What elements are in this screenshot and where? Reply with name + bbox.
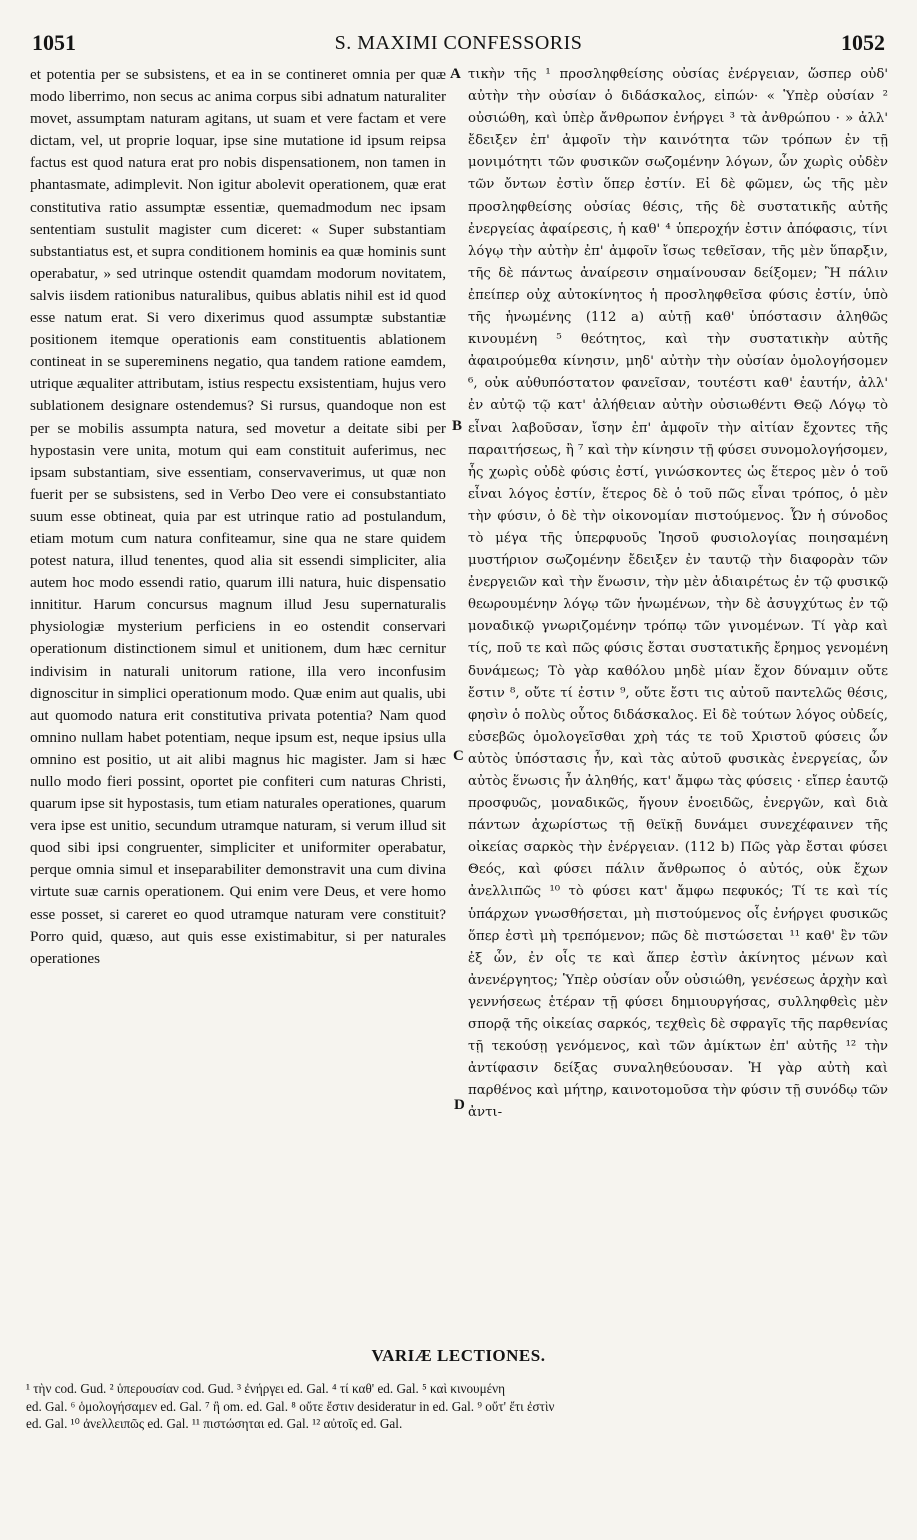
variant-line: ¹ τὴν cod. Gud. ² ὑπερουσίαν cod. Gud. ³ ἐνήργει ed. Gal. ⁴ τί καθ' ed. Gal. ⁵ καὶ κινουμένη (26, 1381, 506, 1396)
margin-letter-b: B (452, 418, 463, 434)
variae-lectiones-heading: VARIÆ LECTIONES. (371, 1346, 546, 1365)
latin-column: et potentia per se subsistens, et ea in se contineret omnia per quæ modo liberrimo, non secus ac anima corpus sibi adnatum naturaliter movet, assumptam naturam agitans, ut suam et vere factam et vere dictam, vel, ut proprie loquar, ipse sine mutatione id ipsum reipsa factus est quod natura erat pro nobis dispensationem, non tamen in phantasmate, adimplevit. Non igitur abolevit operationem, quæ erat constitutiva ratio assumptæ essentiæ, quemadmodum nec ipsam sententiam sustulit magister cum diceret: « Super substantiam substantiatus est, et supra conditionem hominis ea quæ hominis sunt operabatur, » sed utrinque ostendit quamdam modorum novitatem, salvis iisdem rationibus naturalibus, quibus ablatis nihil est id quod esse natum erat. Si vero dixerimus quod assumptæ substantiæ positionem itemque operationis eam constituentis ablationem contineat in se supereminens negatio, qua tandem ratione eamdem, utrique æqualiter attributam, istius respectu exsistentiam, hujus vero sublationem designare ostendemus? Si rursus, quandoque non est per se mobilis assumpta natura, sed movetur a deitate sibi per hypostasin vere unita, motum qui eam constituit auferimus, nec ipsam substantiam, sive essentiam, conservaverimus, ut quæ non fuerit per se subsistens, sed in Verbo Deo vere ei consubstantiato suum esse obtineat, quia par est utrinque ratio ad postulandum, etiam motum cum natura confiteamur, sine qua ne stare quidem potest natura, illud tenentes, quod alia sit essendi simpliciter, alia autem hoc modo essendi ratio, quarum illi natura, huic dispensatio innititur. Harum concursus magnum illud Jesu supernaturalis physiologiæ mysterium perficiens in eo ostendit conservari operationum distinctionem simul et unitionem, dum hæc cernitur indivisim in naturali unitorum ratione, illa vero inconfusim dignoscitur in simplici operationum modo. Quæ enim aut qualis, ubi aut quomodo natura erit constitutiva privata potentia? Nam quod omnino nullam habet potentiam, neque ipsum est, neque ipsius ulla omnino est positio, ut ait alibi magnus hic magister. Jam si hæc nullo modo fieri possint, oportet pie confiteri cum naturas Christi, quarum ipse sit hypostasis, tum etiam naturales operationes, quarum vera ipse est unitio, secundum utramque naturam, si verum illud sit quod sibi ipsi congruenter, simpliciter et uniformiter operabatur, perque omnia simul et inseparabiliter demonstravit una cum divina virtute suæ carnis operationem. Qui enim vere Deus, et vere homo esse posset, si careret eo quod utramque naturam vere constituit? Porro quid, quæso, aut quis esse existimabitur, si per naturales operationes (30, 66, 446, 967)
page-header (30, 30, 887, 62)
running-title: S. MAXIMI CONFESSORIS (334, 32, 583, 54)
greek-column: τικὴν τῆς ¹ προσληφθείσης οὐσίας ἐνέργειαν, ὥσπερ οὐδ' αὐτὴν τὴν οὐσίαν ὁ διδάσκαλος, εἰπών· « Ὑπὲρ οὐσίαν ² οὐσιώθη, καὶ ὑπὲρ ἄνθρωπον ἐνήργει ³ τὰ ἀνθρώπου · » ἀλλ' ἔδειξεν ἐπ' ἀμφοῖν τὴν καινότητα τῶν τρόπων ἐν τῇ μονιμότητι τῶν φυσικῶν σωζομένην λόγων, ὧν χωρὶς οὐδὲν τῶν ὄντων ἐστὶν ὅπερ ἐστίν. Εἰ δὲ φῶμεν, ὡς τῆς μὲν προσληφθείσης οὐσίας θέσις, τῆς δὲ συστατικῆς αὐτῆς ἐνεργείας ἀφαίρεσις, ἡ καθ' ⁴ ὑπεροχήν ἐστιν ἀπόφασις, τίνι λόγῳ τὴν αὐτὴν ἐπ' ἀμφοῖν ἴσως τεθεῖσαν, τῆς μὲν ὕπαρξιν, τῆς δὲ πάντως ἀναίρεσιν σημαίνουσαν δείξομεν; Ἢ πάλιν ἐπείπερ οὐχ αὐτοκίνητος ἡ προσληφθεῖσα φύσις ἐστίν, ὑπὸ τῆς ἡνωμένης (112 a) αὐτῇ καθ' ὑπόστασιν ἀληθῶς κινουμένη ⁵ θεότητος, καὶ τὴν συστατικὴν αὐτῆς ἀφαιρούμεθα κίνησιν, μηδ' αὐτὴν τὴν οὐσίαν ὁμολογήσομεν ⁶, οὐκ αὐθυπόστατον φανεῖσαν, τουτέστι καθ' ἑαυτήν, ἀλλ' ἐν αὐτῷ τῷ κατ' ἀλήθειαν αὐτὴν οὐσιωθέντι Θεῷ Λόγῳ τὸ εἶναι λαβοῦσαν, ἴσην ἐπ' ἀμφοῖν τὴν αἰτίαν ἔχοντες τῆς παραιτήσεως, ἢ ⁷ καὶ τὴν κίνησιν τῇ φύσει συνομολογήσομεν, ἧς χωρὶς οὐδὲ φύσις ἐστί, γινώσκοντες ὡς ἕτερος μὲν ὁ τοῦ εἶναι λόγος ἐστίν, ἕτερος δὲ ὁ τοῦ πῶς εἶναι τρόπος, ὁ μὲν τὴν φύσιν, ὁ δὲ τὴν οἰκονομίαν πιστούμενος. Ὧν ἡ σύνοδος τὸ μέγα τῆς ὑπερφυοῦς Ἰησοῦ φυσιολογίας ποιησαμένη μυστήριον σωζομένην ἔδειξεν ἐν ταυτῷ τὴν διαφορὰν τῶν ἐνεργειῶν καὶ τὴν ἕνωσιν, τὴν μὲν ἀδιαιρέτως ἐν τῷ φυσικῷ θεωρουμένην λόγῳ τῶν ἡνωμένων, τὴν δὲ ἀσυγχύτως ἐν τῷ μοναδικῷ γνωριζομένην τρόπῳ τῶν γινομένων. Τί γὰρ καὶ τίς, ποῦ τε καὶ πῶς φύσις ἔσται συστατικῆς ἔρημος γενομένη δυνάμεως; Τὸ γὰρ καθόλου μηδὲ μίαν ἔχον δύναμιν οὔτε ἔστιν ⁸, οὔτε τί ἐστιν ⁹, οὔτε ἔστι τις αὐτοῦ παντελῶς θέσις, φησὶν ὁ πολὺς οὗτος διδάσκαλος. Εἰ δὲ τούτων λόγος οὐδείς, εὐσεβῶς ὁμολογεῖσθαι χρὴ τάς τε τοῦ Χριστοῦ φύσεις ὧν αὐτὸς ὑπόστασις ἦν, καὶ τὰς αὐτοῦ φυσικὰς ἐνεργείας, ὧν αὐτὸς ἕνωσις ἦν ἀληθής, κατ' ἄμφω τὰς φύσεις · εἴπερ ἑαυτῷ προσφυῶς, μοναδικῶς, ἤγουν ἑνοειδῶς, ἐνεργῶν, καὶ διὰ πάντων ἀχωρίστως τῇ θεϊκῇ δυνάμει συνεχέφαινεν τῆς οἰκείας σαρκὸς τὴν ἐνέργειαν. (112 b) Πῶς γὰρ ἔσται φύσει Θεός, καὶ φύσει πάλιν ἄνθρωπος ὁ αὐτός, οὐκ ἔχων ἀνελλιπῶς ¹⁰ τὸ φύσει κατ' ἄμφω πεφυκός; Τί τε καὶ τίς ὑπάρχων γνωσθήσεται, μὴ πιστούμενος οἷς ἐνήργει φυσικῶς ὅπερ ἐστὶ μὴ τρεπόμενον; πῶς δὲ πιστώσεται ¹¹ καθ' ἓν τῶν ἐξ ὧν, ἐν οἷς τε καὶ ἅπερ ἐστὶν ἀκίνητος μένων καὶ ἀνενέργητος; Ὑπὲρ οὐσίαν οὖν οὐσιώθη, γενέσεως ἀρχὴν καὶ γεννήσεως ἑτέραν τῇ φύσει δημιουργήσας, συλληφθεὶς μὲν σπορᾷ τῆς οἰκείας σαρκός, τεχθεὶς δὲ σφραγῖς τῆς παρθενίας τῇ τεκούσῃ γενόμενος, καὶ τῶν ἀμίκτων ἐπ' αὐτῆς ¹² τὴν ἀντίφασιν δείξας συναληθεύουσαν. Ἡ γὰρ αὐτὴ καὶ παρθένος καὶ μήτηρ, καινοτομοῦσα τὴν φύσιν τῇ συνόδῳ τῶν ἀντι- (468, 67, 888, 1121)
right-page-number: 1052 (841, 30, 885, 55)
variant-line: ed. Gal. ¹⁰ ἀνελλειπῶς ed. Gal. ¹¹ πιστώσηται ed. Gal. ¹² αὐτοῖς ed. Gal. (26, 1416, 403, 1431)
variant-readings (26, 1380, 891, 1433)
margin-letter-c: C (453, 748, 464, 764)
margin-letter-a: A (450, 66, 461, 82)
variant-line: ed. Gal. ⁶ ὁμολογήσαμεν ed. Gal. ⁷ ἢ om. ed. Gal. ⁸ οὔτε ἔστιν desideratur in ed. Gal. ⁹ οὔτ' ἔτι ἐστὶν (26, 1398, 555, 1414)
left-page-number: 1051 (32, 30, 76, 55)
margin-letter-d: D (454, 1097, 465, 1113)
